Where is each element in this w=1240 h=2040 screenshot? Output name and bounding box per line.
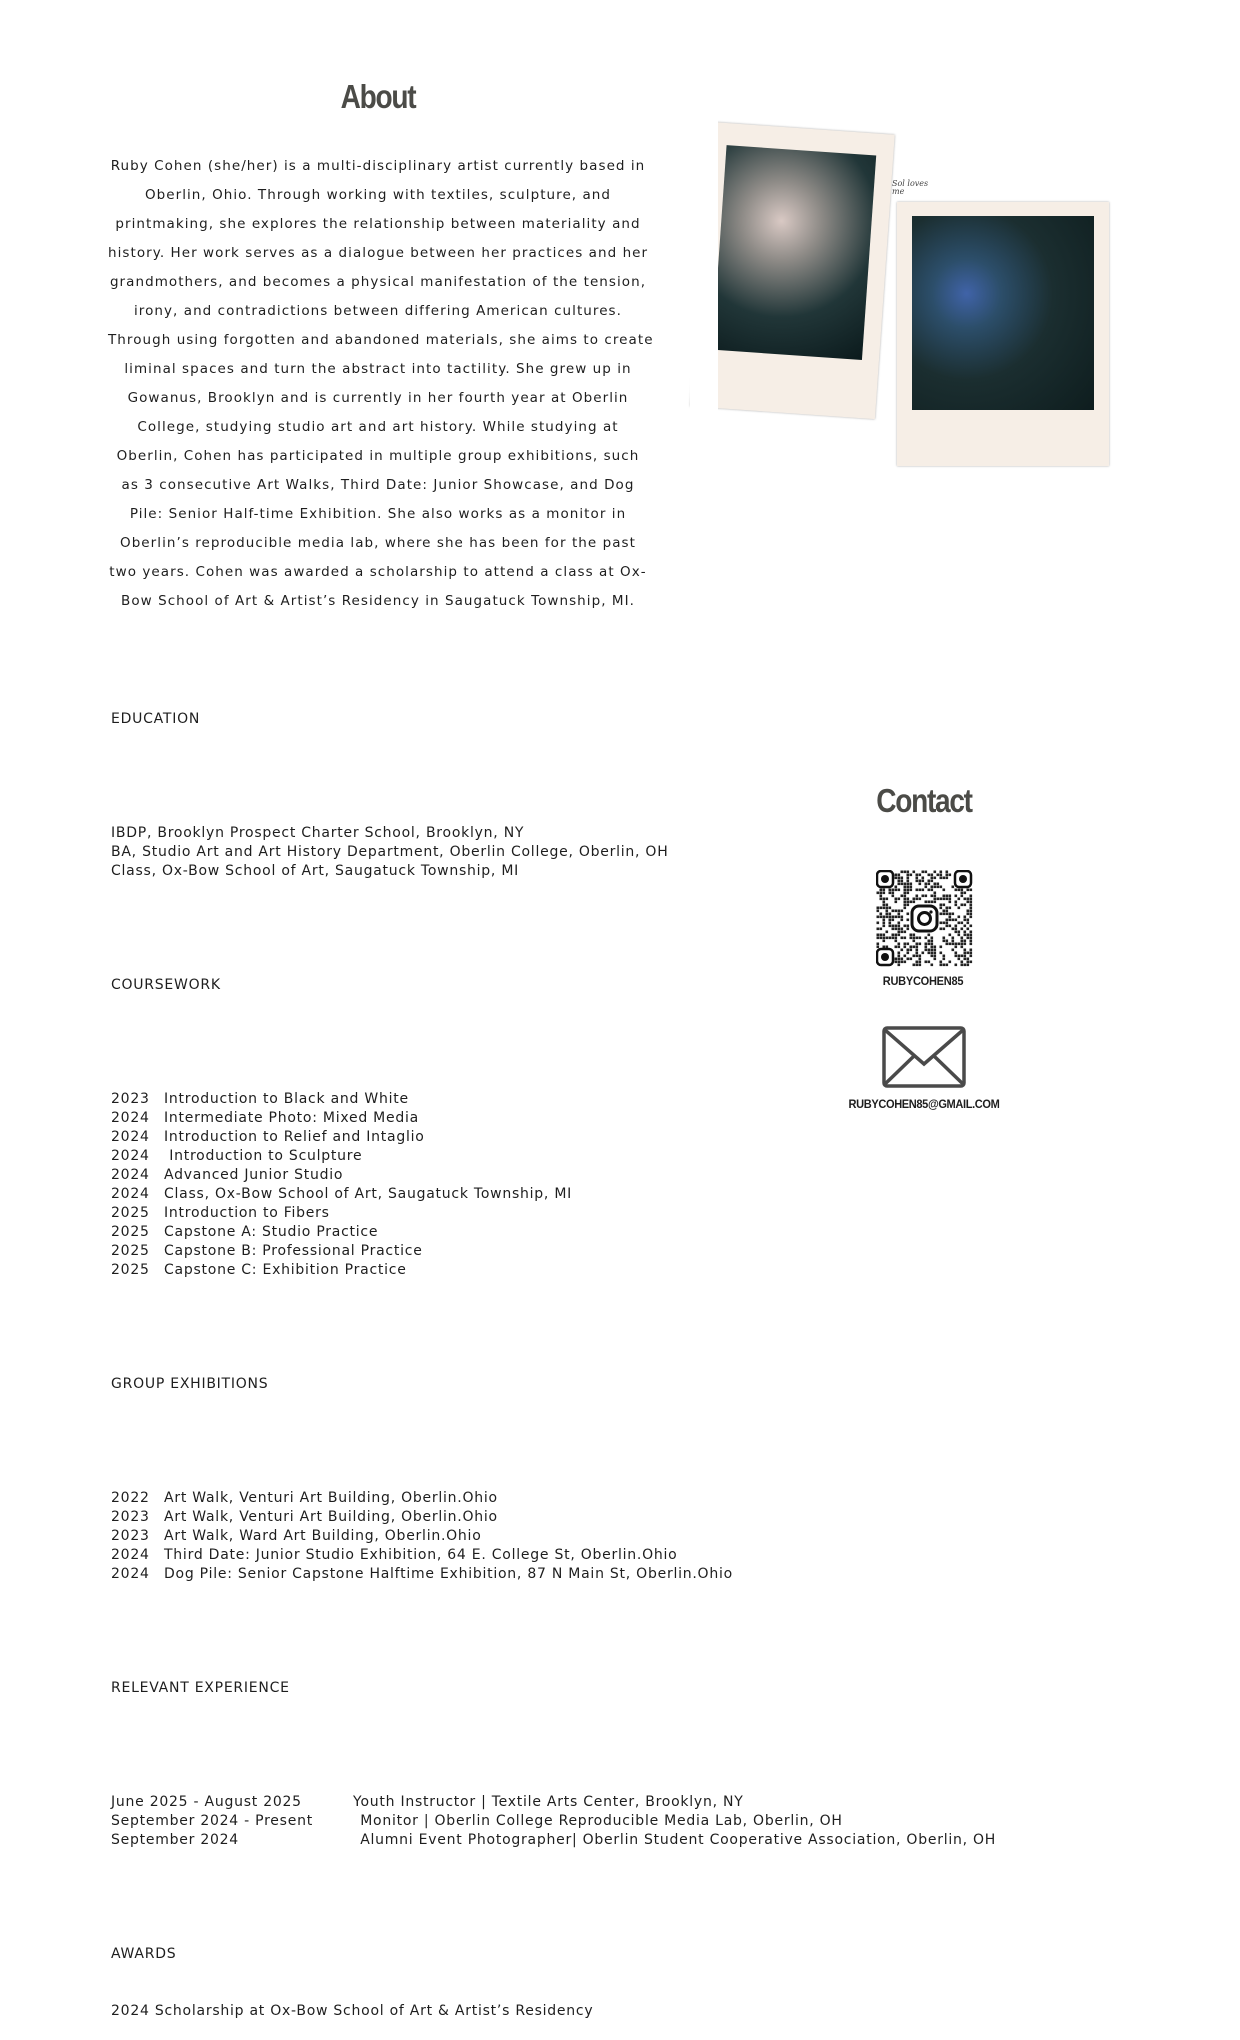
coursework-list: [111, 1090, 996, 1280]
title: Capstone A: Studio Practice: [164, 1224, 379, 1240]
contact-heading: Contact: [876, 782, 972, 819]
bio-line: Gowanus, Brooklyn and is currently in her fourth year at Oberlin: [127, 390, 629, 406]
role: Monitor | Oberlin College Reproducible Media Lab, Oberlin, OH: [355, 1813, 843, 1829]
coursework-heading: COURSEWORK: [111, 977, 221, 993]
bio-line: Through using forgotten and abandoned materials, she aims to create: [108, 332, 654, 348]
course-item: [111, 1109, 996, 1128]
title: Capstone C: Exhibition Practice: [164, 1262, 407, 1278]
title: Advanced Junior Studio: [164, 1167, 344, 1183]
bio-line: grandmothers, and becomes a physical manifestation of the tension,: [109, 274, 647, 290]
course-item: [111, 1147, 996, 1166]
year: 2024: [111, 1547, 150, 1563]
dates: September 2024 - Present: [111, 1813, 313, 1829]
polaroid-photo-2: [897, 202, 1109, 466]
education-item: Class, Ox-Bow School of Art, Saugatuck Township, MI: [111, 863, 520, 879]
course-item: [111, 1261, 996, 1280]
year: 2024: [111, 1167, 150, 1183]
email-address[interactable]: RUBYCOHEN85@GMAIL.COM: [848, 1097, 1000, 1111]
exhibition-item: [111, 1527, 996, 1546]
bio-line: Oberlin, Cohen has participated in multiple group exhibitions, such: [116, 448, 640, 464]
title: Introduction to Sculpture: [164, 1148, 363, 1164]
exhibition-item: [111, 1489, 996, 1508]
award-item: 2024 Scholarship at Ox-Bow School of Art & Artist’s Residency: [111, 2003, 594, 2019]
photo-caption: Sol loves me: [892, 179, 929, 196]
education-heading: EDUCATION: [111, 711, 201, 727]
envelope-icon[interactable]: [882, 1026, 966, 1088]
polaroid-photo-1: [690, 122, 894, 419]
title: Third Date: Junior Studio Exhibition, 64 E. College St, Oberlin.Ohio: [164, 1547, 678, 1563]
year: 2024: [111, 1129, 150, 1145]
title: Class, Ox-Bow School of Art, Saugatuck Township, MI: [164, 1186, 573, 1202]
title: Art Walk, Venturi Art Building, Oberlin.Ohio: [164, 1509, 498, 1525]
title: Capstone B: Professional Practice: [164, 1243, 423, 1259]
year: 2024: [111, 1110, 150, 1126]
bio-paragraph: [108, 152, 654, 616]
course-item: [111, 1185, 996, 1204]
education-list: [111, 824, 996, 881]
title: Dog Pile: Senior Capstone Halftime Exhibition, 87 N Main St, Oberlin.Ohio: [164, 1566, 733, 1582]
year: 2022: [111, 1490, 150, 1506]
course-item: [111, 1166, 996, 1185]
title: Introduction to Fibers: [164, 1205, 330, 1221]
year: 2023: [111, 1509, 150, 1525]
title: Art Walk, Venturi Art Building, Oberlin.Ohio: [164, 1490, 498, 1506]
year: 2025: [111, 1262, 150, 1278]
experience-item: [111, 1793, 996, 1812]
experience-item: [111, 1831, 996, 1850]
year: 2024: [111, 1186, 150, 1202]
bio-line: Oberlin’s reproducible media lab, where she has been for the past: [120, 535, 636, 551]
year: 2023: [111, 1091, 150, 1107]
role: Youth Instructor | Textile Arts Center, Brooklyn, NY: [353, 1794, 744, 1810]
course-item: [111, 1204, 996, 1223]
bio-line: history. Her work serves as a dialogue between her practices and her: [108, 245, 649, 261]
title: Intermediate Photo: Mixed Media: [164, 1110, 419, 1126]
dates: September 2024: [111, 1832, 239, 1848]
bio-line: Pile: Senior Half-time Exhibition. She also works as a monitor in: [129, 506, 627, 522]
role: Alumni Event Photographer| Oberlin Student Cooperative Association, Oberlin, OH: [355, 1832, 997, 1848]
year: 2023: [111, 1528, 150, 1544]
bio-line: two years. Cohen was awarded a scholarship to attend a class at Ox-: [109, 564, 647, 580]
title: Art Walk, Ward Art Building, Oberlin.Ohio: [164, 1528, 482, 1544]
year: 2024: [111, 1566, 150, 1582]
bio-line: Ruby Cohen (she/her) is a multi-disciplinary artist currently based in: [110, 158, 646, 174]
education-item: BA, Studio Art and Art History Department, Oberlin College, Oberlin, OH: [111, 844, 669, 860]
title: Introduction to Black and White: [164, 1091, 409, 1107]
exhibition-item: [111, 1508, 996, 1527]
year: 2024: [111, 1148, 150, 1164]
course-item: [111, 1128, 996, 1147]
instagram-handle[interactable]: RUBYCOHEN85: [882, 974, 964, 988]
experience-list: [111, 1793, 996, 1850]
bio-line: liminal spaces and turn the abstract into tactility. She grew up in: [124, 361, 632, 377]
about-heading: About: [340, 78, 416, 115]
bio-line: College, studying studio art and art history. While studying at: [137, 419, 619, 435]
resume: [111, 672, 996, 2040]
exhibition-item: [111, 1565, 996, 1584]
exhibition-item: [111, 1546, 996, 1565]
year: 2025: [111, 1243, 150, 1259]
exhibitions-heading: GROUP EXHIBITIONS: [111, 1376, 269, 1392]
awards-list: [111, 2002, 996, 2021]
experience-heading: RELEVANT EXPERIENCE: [111, 1680, 290, 1696]
bio-line: Bow School of Art & Artist’s Residency in Saugatuck Township, MI.: [121, 593, 635, 609]
title: Introduction to Relief and Intaglio: [164, 1129, 425, 1145]
bio-line: printmaking, she explores the relationship between materiality and: [115, 216, 641, 232]
year: 2025: [111, 1205, 150, 1221]
experience-item: [111, 1812, 996, 1831]
dates: June 2025 - August 2025: [111, 1794, 302, 1810]
instagram-qr-code-icon[interactable]: [876, 870, 973, 967]
bio-line: Oberlin, Ohio. Through working with textiles, sculpture, and: [144, 187, 612, 203]
course-item: [111, 1242, 996, 1261]
course-item: [111, 1223, 996, 1242]
exhibitions-list: [111, 1489, 996, 1584]
bio-line: irony, and contradictions between differing American cultures.: [134, 303, 622, 319]
bio-line: as 3 consecutive Art Walks, Third Date: Junior Showcase, and Dog: [121, 477, 635, 493]
year: 2025: [111, 1224, 150, 1240]
education-item: IBDP, Brooklyn Prospect Charter School, Brooklyn, NY: [111, 825, 525, 841]
awards-heading: AWARDS: [111, 1946, 177, 1962]
